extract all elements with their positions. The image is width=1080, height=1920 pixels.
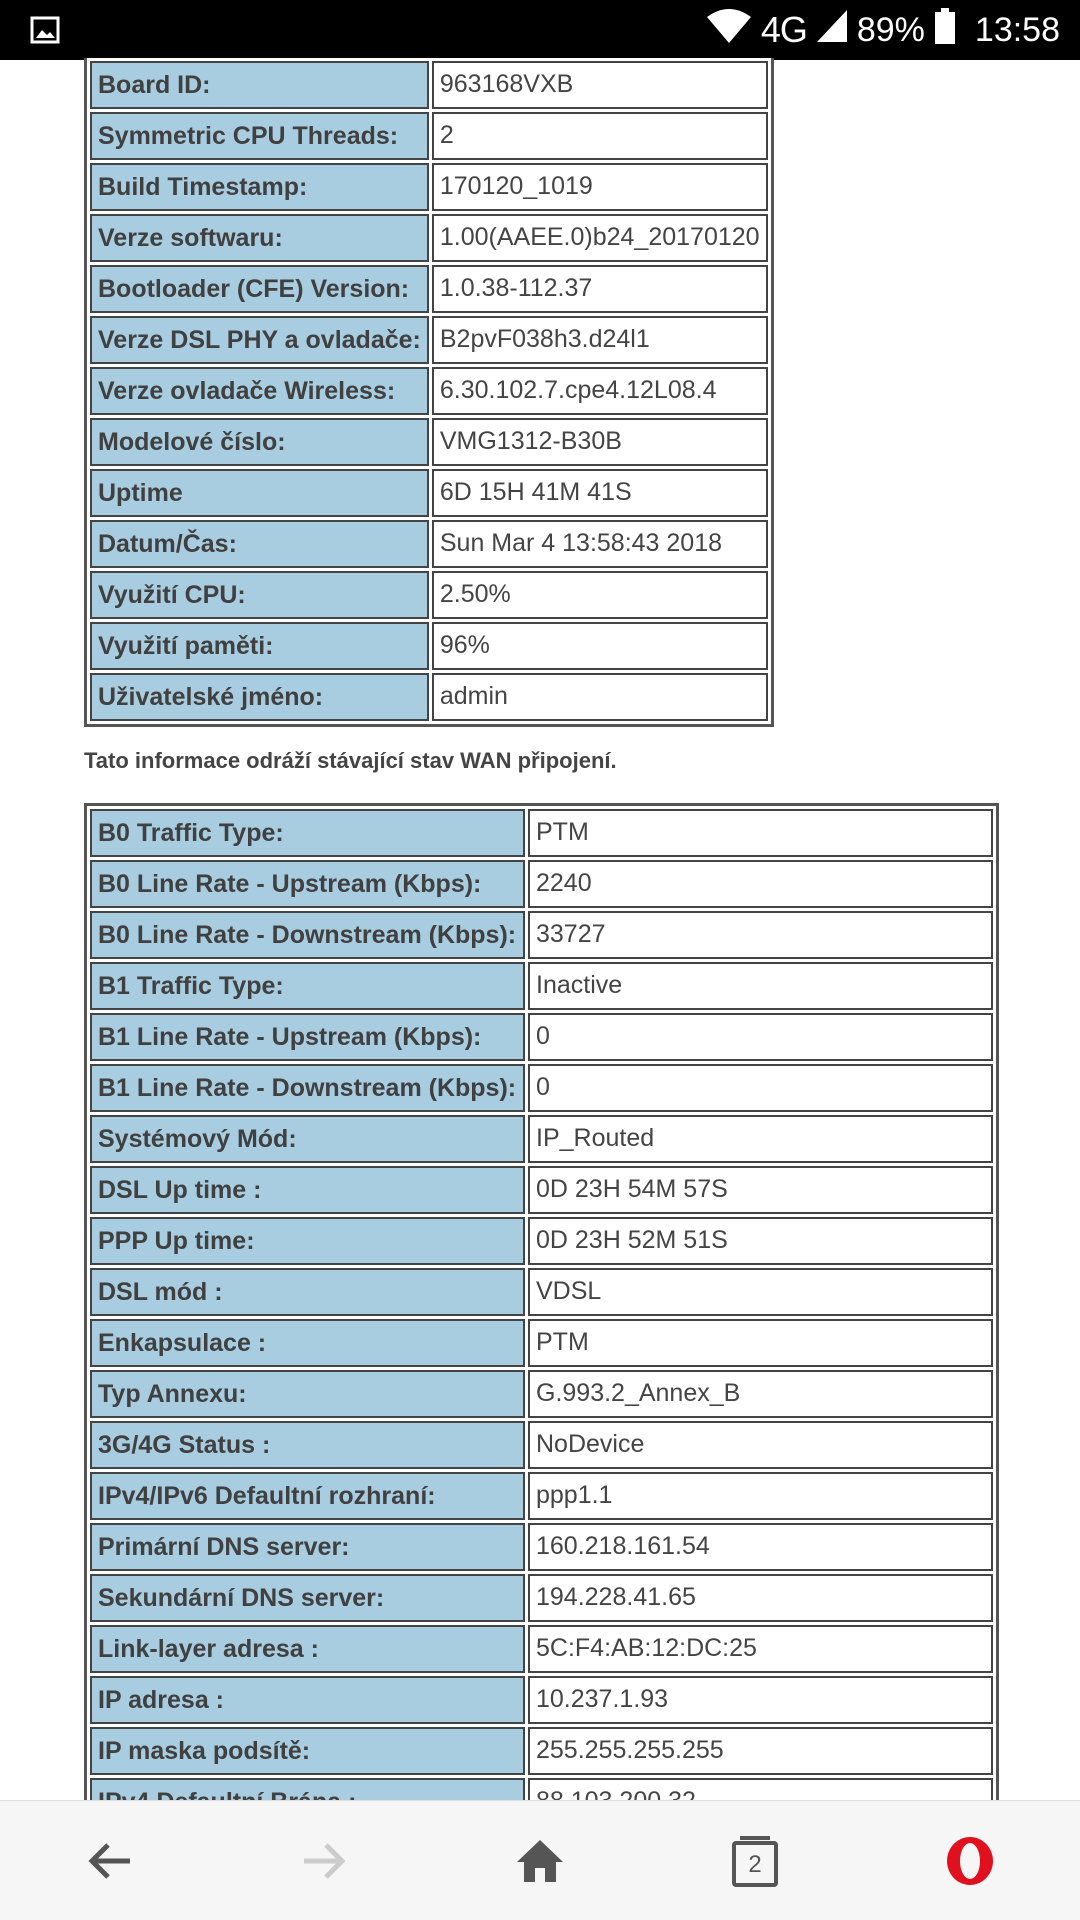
row-label: Datum/Čas: xyxy=(90,520,429,568)
row-label: Systémový Mód: xyxy=(90,1115,525,1163)
device-info-table xyxy=(84,58,774,727)
row-value: 255.255.255.255 xyxy=(528,1727,993,1775)
row-value: 0D 23H 54M 57S xyxy=(528,1166,993,1214)
table-row xyxy=(90,962,993,1010)
web-page xyxy=(0,60,1080,1800)
home-icon xyxy=(515,1838,565,1884)
wan-note: Tato informace odráží stávající stav WAN připojení. xyxy=(84,748,617,773)
battery-level: 89% xyxy=(856,10,925,49)
table-row xyxy=(90,860,993,908)
row-value: 160.218.161.54 xyxy=(528,1523,993,1571)
row-value: 0D 23H 52M 51S xyxy=(528,1217,993,1265)
tabs-button[interactable] xyxy=(725,1831,785,1891)
table-row xyxy=(90,1472,993,1520)
clock: 13:58 xyxy=(974,10,1060,49)
opera-icon xyxy=(944,1835,996,1887)
table-row xyxy=(90,622,768,670)
row-label: Board ID: xyxy=(90,61,429,109)
table-row xyxy=(90,469,768,517)
row-label: Modelové číslo: xyxy=(90,418,429,466)
row-value: 2240 xyxy=(528,860,993,908)
row-value: VDSL xyxy=(528,1268,993,1316)
row-label: B1 Line Rate - Upstream (Kbps): xyxy=(90,1013,525,1061)
row-label: IP adresa : xyxy=(90,1676,525,1724)
row-value: ppp1.1 xyxy=(528,1472,993,1520)
row-value: 96% xyxy=(432,622,768,670)
row-label: B1 Line Rate - Downstream (Kbps): xyxy=(90,1064,525,1112)
network-type: 4G xyxy=(760,9,807,50)
row-label: Využití paměti: xyxy=(90,622,429,670)
table-row xyxy=(90,1421,993,1469)
home-button[interactable] xyxy=(510,1831,570,1891)
row-label: Symmetric CPU Threads: xyxy=(90,112,429,160)
table-row xyxy=(90,809,993,857)
tabs-count: 2 xyxy=(748,1851,762,1878)
wan-info-table xyxy=(84,803,999,1832)
table-row xyxy=(90,316,768,364)
table-row xyxy=(90,214,768,262)
table-row xyxy=(90,1319,993,1367)
browser-bottom-bar xyxy=(0,1800,1080,1920)
table-row xyxy=(90,61,768,109)
row-label: Typ Annexu: xyxy=(90,1370,525,1418)
row-value: PTM xyxy=(528,809,993,857)
table-row xyxy=(90,1625,993,1673)
row-label: Bootloader (CFE) Version: xyxy=(90,265,429,313)
row-label: PPP Up time: xyxy=(90,1217,525,1265)
row-label: DSL mód : xyxy=(90,1268,525,1316)
tabs-icon xyxy=(732,1835,778,1887)
row-value: B2pvF038h3.d24l1 xyxy=(432,316,768,364)
row-label: B0 Line Rate - Downstream (Kbps): xyxy=(90,911,525,959)
row-label: Sekundární DNS server: xyxy=(90,1574,525,1622)
table-row xyxy=(90,1217,993,1265)
wifi-icon xyxy=(707,9,751,52)
row-label: Verze DSL PHY a ovladače: xyxy=(90,316,429,364)
row-label: 3G/4G Status : xyxy=(90,1421,525,1469)
row-label: Primární DNS server: xyxy=(90,1523,525,1571)
table-row xyxy=(90,1064,993,1112)
row-value: 194.228.41.65 xyxy=(528,1574,993,1622)
battery-icon xyxy=(935,8,955,53)
signal-icon xyxy=(817,10,847,51)
row-label: Verze ovladače Wireless: xyxy=(90,367,429,415)
table-row xyxy=(90,1370,993,1418)
forward-button[interactable] xyxy=(294,1831,354,1891)
row-label: DSL Up time : xyxy=(90,1166,525,1214)
table-row xyxy=(90,367,768,415)
row-label: B0 Line Rate - Upstream (Kbps): xyxy=(90,860,525,908)
row-value: PTM xyxy=(528,1319,993,1367)
row-value: 2 xyxy=(432,112,768,160)
row-value: Sun Mar 4 13:58:43 2018 xyxy=(432,520,768,568)
row-value: 1.0.38-112.37 xyxy=(432,265,768,313)
row-value: Inactive xyxy=(528,962,993,1010)
row-value: G.993.2_Annex_B xyxy=(528,1370,993,1418)
row-label: Build Timestamp: xyxy=(90,163,429,211)
row-value: 33727 xyxy=(528,911,993,959)
row-value: 1.00(AAEE.0)b24_20170120 xyxy=(432,214,768,262)
gallery-notification-icon xyxy=(30,16,60,49)
status-bar xyxy=(0,0,1080,60)
table-row xyxy=(90,1676,993,1724)
row-label: Verze softwaru: xyxy=(90,214,429,262)
row-value: 2.50% xyxy=(432,571,768,619)
row-value: 5C:F4:AB:12:DC:25 xyxy=(528,1625,993,1673)
row-value: VMG1312-B30B xyxy=(432,418,768,466)
table-row xyxy=(90,265,768,313)
row-value: 10.237.1.93 xyxy=(528,1676,993,1724)
row-label: B1 Traffic Type: xyxy=(90,962,525,1010)
table-row xyxy=(90,571,768,619)
row-value: 0 xyxy=(528,1064,993,1112)
table-row xyxy=(90,1574,993,1622)
table-row xyxy=(90,163,768,211)
table-row xyxy=(90,418,768,466)
opera-menu-button[interactable] xyxy=(940,1831,1000,1891)
row-value: 170120_1019 xyxy=(432,163,768,211)
row-label: Využití CPU: xyxy=(90,571,429,619)
row-label: Link-layer adresa : xyxy=(90,1625,525,1673)
table-row xyxy=(90,112,768,160)
table-row xyxy=(90,1166,993,1214)
table-row xyxy=(90,911,993,959)
back-button[interactable] xyxy=(80,1831,140,1891)
row-value: IP_Routed xyxy=(528,1115,993,1163)
row-value: NoDevice xyxy=(528,1421,993,1469)
forward-arrow-icon xyxy=(302,1841,346,1881)
table-row xyxy=(90,1523,993,1571)
table-row xyxy=(90,1727,993,1775)
row-value: 963168VXB xyxy=(432,61,768,109)
row-value: admin xyxy=(432,673,768,721)
row-value: 0 xyxy=(528,1013,993,1061)
table-row xyxy=(90,1013,993,1061)
row-label: Uptime xyxy=(90,469,429,517)
row-label: Uživatelské jméno: xyxy=(90,673,429,721)
row-label: B0 Traffic Type: xyxy=(90,809,525,857)
table-row xyxy=(90,1115,993,1163)
table-row xyxy=(90,673,768,721)
back-arrow-icon xyxy=(88,1841,132,1881)
row-label: IPv4/IPv6 Defaultní rozhraní: xyxy=(90,1472,525,1520)
row-value: 6.30.102.7.cpe4.12L08.4 xyxy=(432,367,768,415)
table-row xyxy=(90,520,768,568)
row-label: IP maska podsítě: xyxy=(90,1727,525,1775)
row-label: Enkapsulace : xyxy=(90,1319,525,1367)
row-value: 6D 15H 41M 41S xyxy=(432,469,768,517)
table-row xyxy=(90,1268,993,1316)
